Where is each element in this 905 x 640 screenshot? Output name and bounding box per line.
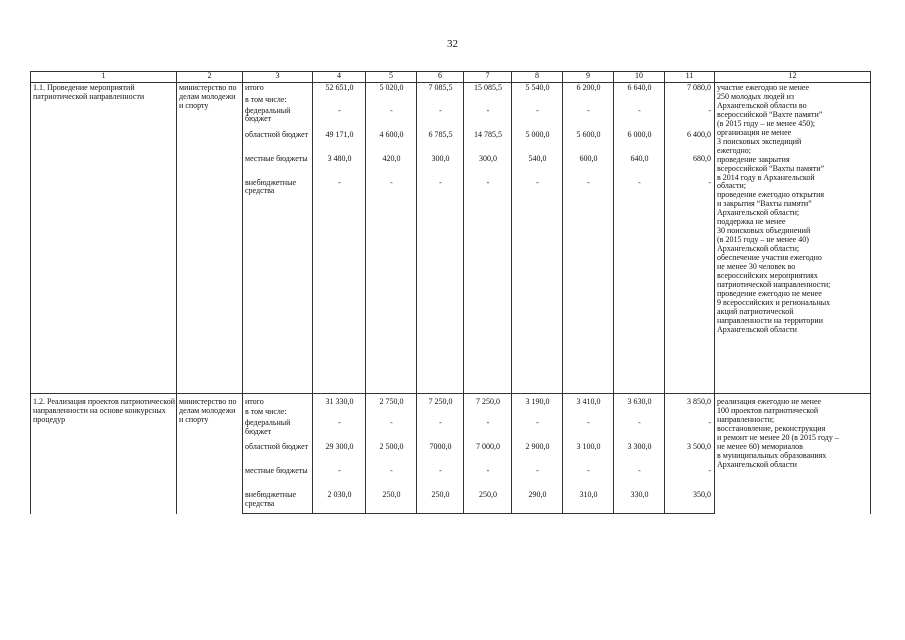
value-cell: 15 085,5	[464, 83, 512, 95]
value-cell	[366, 407, 417, 418]
value-cell: 52 651,0	[313, 83, 366, 95]
value-cell: -	[512, 466, 563, 490]
expected-result: реализация ежегодно не менее 100 проектов патриотической направленности; восстановление, реконструкция и ремонт не менее 20 (в 2015 году – не менее 60) мемориалов в муниципальных образованиях Архангельской области	[715, 394, 871, 514]
value-cell: 6 200,0	[563, 83, 614, 95]
value-cell: 6 400,0	[665, 130, 715, 154]
value-cell: 600,0	[563, 154, 614, 178]
responsible-executor: министерство по делам молодежи и спорту	[177, 394, 243, 514]
value-cell	[512, 95, 563, 106]
value-cell	[563, 407, 614, 418]
value-cell: 3 190,0	[512, 394, 563, 407]
value-cell: -	[313, 178, 366, 394]
responsible-executor: министерство по делам молодежи и спорту	[177, 83, 243, 394]
value-cell	[665, 407, 715, 418]
funding-source-label: областной бюджет	[243, 442, 313, 466]
col-header: 11	[665, 72, 715, 83]
value-cell	[417, 407, 464, 418]
col-header: 5	[366, 72, 417, 83]
value-cell: -	[417, 418, 464, 442]
value-cell: -	[313, 466, 366, 490]
value-cell: -	[563, 466, 614, 490]
value-cell: 7 250,0	[417, 394, 464, 407]
value-cell: 5 540,0	[512, 83, 563, 95]
value-cell: 310,0	[563, 490, 614, 514]
funding-source-label: местные бюджеты	[243, 154, 313, 178]
value-cell	[366, 95, 417, 106]
funding-source-label: федеральный бюджет	[243, 418, 313, 442]
funding-source-label: в том числе:	[243, 407, 313, 418]
value-cell: 3 850,0	[665, 394, 715, 407]
value-cell: 680,0	[665, 154, 715, 178]
value-cell: -	[417, 106, 464, 130]
value-cell: 2 750,0	[366, 394, 417, 407]
section-1-1	[31, 83, 871, 394]
value-cell: 3 480,0	[313, 154, 366, 178]
value-cell	[665, 95, 715, 106]
value-cell: 2 900,0	[512, 442, 563, 466]
col-header: 8	[512, 72, 563, 83]
funding-source-label: итого	[243, 394, 313, 407]
value-cell: -	[464, 106, 512, 130]
value-cell	[614, 407, 665, 418]
value-cell	[563, 95, 614, 106]
value-cell: 49 171,0	[313, 130, 366, 154]
value-cell: -	[366, 106, 417, 130]
col-header: 4	[313, 72, 366, 83]
value-cell: 6 000,0	[614, 130, 665, 154]
value-cell: -	[614, 106, 665, 130]
value-cell: 4 600,0	[366, 130, 417, 154]
table-row	[31, 83, 871, 95]
table-row	[31, 394, 871, 407]
funding-source-label: внебюджетные средства	[243, 178, 313, 394]
value-cell: -	[464, 418, 512, 442]
value-cell	[464, 95, 512, 106]
value-cell	[313, 407, 366, 418]
value-cell: -	[563, 178, 614, 394]
value-cell: 3 300,0	[614, 442, 665, 466]
value-cell: 5 000,0	[512, 130, 563, 154]
value-cell: -	[313, 106, 366, 130]
value-cell	[512, 407, 563, 418]
value-cell: 2 500,0	[366, 442, 417, 466]
expected-result: участие ежегодно не менее 250 молодых людей из Архангельской области во всероссийской “Вахте памяти” (в 2015 году – не менее 450); организация не менее 3 поисковых экспедиций ежегодно; проведение закрытия всероссийской “Вахты памяти” в 2014 году в Архангельской области; проведение ежегодно открытия и закрытия “Вахты памяти” Архангельской области; поддержка не менее 30 поисковых объединений (в 2015 году – не менее 40) Архангельской области; обеспечение участия ежегодно не менее 30 человек во всероссийских мероприятиях патриотической направленности; проведение ежегодно не менее 9 всероссийских и региональных акций патриотической направленности на территории Архангельской области	[715, 83, 871, 394]
value-cell: 3 630,0	[614, 394, 665, 407]
value-cell: 420,0	[366, 154, 417, 178]
value-cell: -	[512, 106, 563, 130]
col-header: 6	[417, 72, 464, 83]
col-header: 2	[177, 72, 243, 83]
value-cell: -	[366, 178, 417, 394]
value-cell: 3 100,0	[563, 442, 614, 466]
funding-source-label: федеральный бюджет	[243, 106, 313, 130]
value-cell: 14 785,5	[464, 130, 512, 154]
value-cell: -	[563, 418, 614, 442]
funding-source-label: местные бюджеты	[243, 466, 313, 490]
value-cell: -	[313, 418, 366, 442]
value-cell: 7 000,0	[464, 442, 512, 466]
value-cell: 300,0	[464, 154, 512, 178]
value-cell: 250,0	[366, 490, 417, 514]
program-table	[30, 71, 871, 514]
value-cell: -	[665, 466, 715, 490]
value-cell: 250,0	[417, 490, 464, 514]
value-cell: 350,0	[665, 490, 715, 514]
value-cell: -	[665, 418, 715, 442]
value-cell	[614, 95, 665, 106]
value-cell: 3 500,0	[665, 442, 715, 466]
value-cell: -	[366, 418, 417, 442]
col-header: 7	[464, 72, 512, 83]
value-cell: 290,0	[512, 490, 563, 514]
value-cell: -	[464, 178, 512, 394]
value-cell: 640,0	[614, 154, 665, 178]
col-header: 1	[31, 72, 177, 83]
value-cell: -	[366, 466, 417, 490]
col-header: 3	[243, 72, 313, 83]
funding-source-label: итого	[243, 83, 313, 95]
value-cell	[313, 95, 366, 106]
value-cell: -	[512, 178, 563, 394]
col-header: 10	[614, 72, 665, 83]
value-cell: 5 600,0	[563, 130, 614, 154]
col-header: 12	[715, 72, 871, 83]
value-cell: -	[614, 178, 665, 394]
col-header: 9	[563, 72, 614, 83]
value-cell: 540,0	[512, 154, 563, 178]
value-cell	[464, 407, 512, 418]
header-row	[31, 72, 871, 83]
value-cell: 3 410,0	[563, 394, 614, 407]
funding-source-label: в том числе:	[243, 95, 313, 106]
value-cell: 6 785,5	[417, 130, 464, 154]
value-cell: 29 300,0	[313, 442, 366, 466]
value-cell: -	[417, 466, 464, 490]
value-cell: 6 640,0	[614, 83, 665, 95]
value-cell: 330,0	[614, 490, 665, 514]
value-cell: 250,0	[464, 490, 512, 514]
value-cell: 7000,0	[417, 442, 464, 466]
page-number: 32	[447, 38, 458, 50]
funding-source-label: внебюджетные средства	[243, 490, 313, 514]
value-cell: 5 020,0	[366, 83, 417, 95]
section-1-2	[31, 394, 871, 514]
value-cell: 2 030,0	[313, 490, 366, 514]
value-cell: 7 085,5	[417, 83, 464, 95]
measure-name: 1.2. Реализация проектов патриотической направленности на основе конкурсных процедур	[31, 394, 177, 514]
value-cell: -	[464, 466, 512, 490]
value-cell: 7 250,0	[464, 394, 512, 407]
value-cell	[417, 95, 464, 106]
value-cell: 300,0	[417, 154, 464, 178]
funding-source-label: областной бюджет	[243, 130, 313, 154]
value-cell: 7 080,0	[665, 83, 715, 95]
value-cell: -	[614, 418, 665, 442]
measure-name: 1.1. Проведение мероприятий патриотической направленности	[31, 83, 177, 394]
value-cell: -	[665, 106, 715, 130]
value-cell: 31 330,0	[313, 394, 366, 407]
value-cell: -	[512, 418, 563, 442]
value-cell: -	[563, 106, 614, 130]
value-cell: -	[417, 178, 464, 394]
value-cell: -	[665, 178, 715, 394]
value-cell: -	[614, 466, 665, 490]
